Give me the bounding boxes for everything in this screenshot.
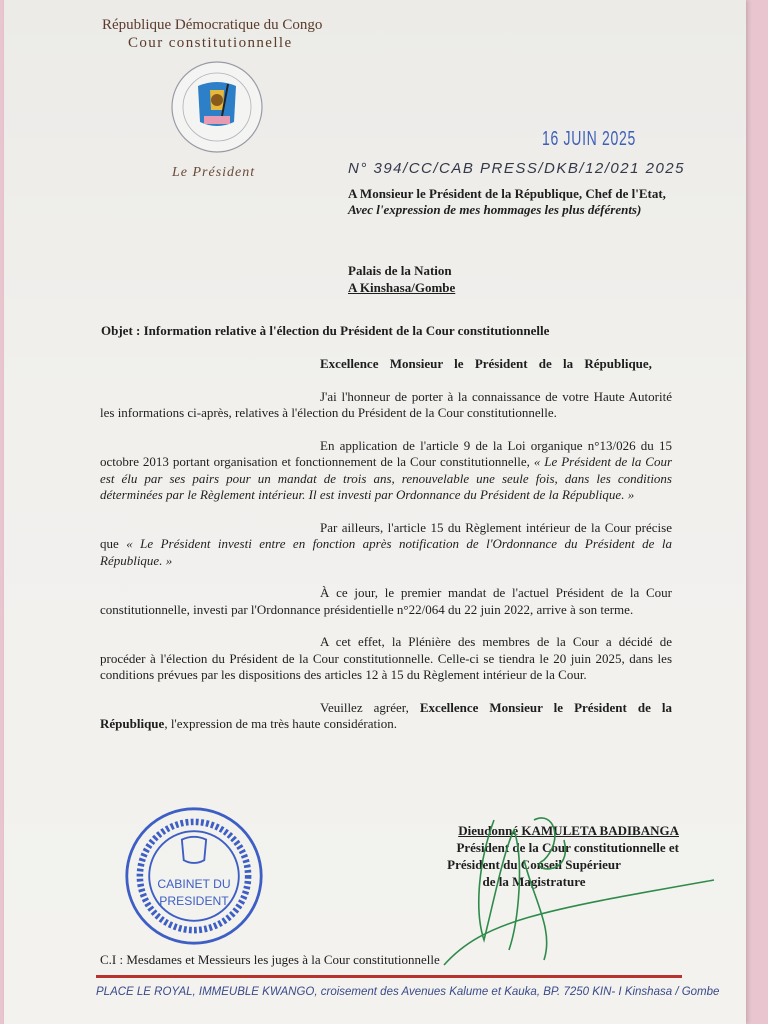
address-place: Palais de la Nation <box>348 263 452 278</box>
addressee-homage: Avec l'expression de mes hommages les plus déférents) <box>348 202 642 217</box>
date-stamp: 16 JUIN 2025 <box>542 128 637 150</box>
salutation: Excellence Monsieur le Président de la République, <box>320 356 652 371</box>
reference-number: N° 394/CC/CAB PRESS/DKB/12/021 2025 <box>348 160 685 177</box>
signatory-title: de la Magistrature <box>482 874 586 889</box>
subject-line: Objet : Information relative à l'élection du Président de la Cour constitutionnelle <box>101 323 550 338</box>
addressee-block <box>348 186 678 218</box>
paragraph-3: Par ailleurs, l'article 15 du Règlement intérieur de la Cour précise que « Le Président investi entre en fonction après notification de l'Ordonnance du Président de la République. » <box>100 519 672 568</box>
header-country: République Démocratique du Congo <box>102 17 323 33</box>
paragraph-5: A cet effet, la Plénière des membres de la Cour a décidé de procéder à l'élection du Président de la Cour constitutionnelle. Celle-ci se tiendra le 20 juin 2025, dans les conditions prévues par les dispositions des articles 12 à 15 du Règlement intérieur de la Cour. <box>100 634 672 682</box>
addressee-line: A Monsieur le Président de la République, Chef de l'Etat, <box>348 186 666 201</box>
role-label: Le Président <box>172 165 256 180</box>
paragraph-4: À ce jour, le premier mandat de l'actuel Président de la Cour constitutionnelle, investi par l'Ordonnance présidentielle n°22/064 du 22 juin 2022, arrive à son terme. <box>100 585 672 617</box>
letter-page <box>4 0 746 1024</box>
official-stamp <box>124 806 264 946</box>
paragraph-1: J'ai l'honneur de porter à la connaissance de votre Haute Autorité les informations ci-après, relatives à l'élection du Président de la Cour constitutionnelle. <box>100 388 672 420</box>
address-city: A Kinshasa/Gombe <box>348 280 456 295</box>
signatory-name: Dieudonné KAMULETA BADIBANGA <box>458 823 679 838</box>
signatory-title: Président du Conseil Supérieur <box>447 857 621 872</box>
address-block <box>348 262 455 296</box>
paragraph-2: En application de l'article 9 de la Loi organique n°13/026 du 15 octobre 2013 portant organisation et fonctionnement de la Cour constitutionnelle, « Le Président de la Cour est élu par ses pairs pour un mandat de trois ans, renouvelable une seule fois, dans les conditions déterminées par le Règlement intérieur. Il est investi par Ordonnance du Président de la République. » <box>100 437 672 502</box>
signatory-title: Président de la Cour constitutionnelle et <box>456 840 679 855</box>
stamp-ring-lettering <box>140 822 248 930</box>
footer-divider <box>96 975 682 978</box>
carbon-copy-line: C.I : Mesdames et Messieurs les juges à la Cour constitutionnelle <box>100 952 440 967</box>
handwritten-signature <box>424 800 724 970</box>
stamp-center-text: PRESIDENT <box>159 893 229 908</box>
header-institution: Cour constitutionnelle <box>128 35 293 51</box>
letter-body <box>100 356 672 749</box>
court-seal-logo <box>170 60 264 154</box>
stamp-center-text: CABINET DU <box>157 877 231 892</box>
footer-address: PLACE LE ROYAL, IMMEUBLE KWANGO, croisement des Avenues Kalume et Kauka, BP. 7250 KIN- I Kinshasa / Gombe <box>96 986 720 998</box>
closing-formula: Veuillez agréer, Excellence Monsieur le Président de la République, l'expression de ma très haute considération. <box>100 699 672 731</box>
